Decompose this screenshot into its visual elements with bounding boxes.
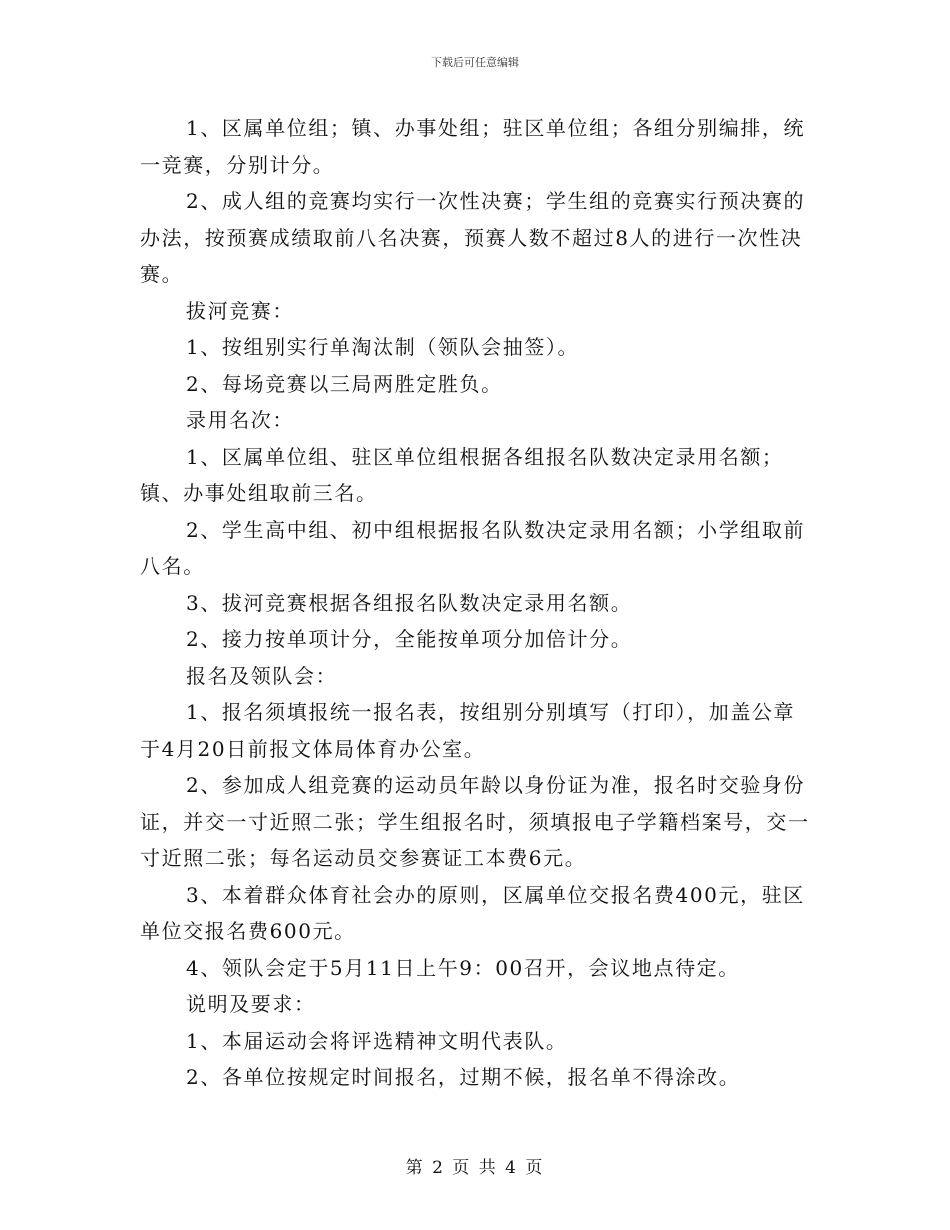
paragraph: 2、参加成人组竞赛的运动员年龄以身份证为准，报名时交验身份证，并交一寸近照二张；学生组报名时，须填报电子学籍档案号，交一寸近照二张；每名运动员交参赛证工本费6元。 (140, 773, 810, 870)
paragraph: 2、学生高中组、初中组根据报名队数决定录用名额；小学组取前八名。 (140, 517, 806, 578)
paragraph: 1、报名须填报统一报名表，按组别分别填写（打印），加盖公章于4月20日前报文体局体育办公室。 (140, 700, 796, 761)
paragraph: 3、本着群众体育社会办的原则，区属单位交报名费400元，驻区单位交报名费600元。 (140, 882, 805, 943)
document-body (140, 110, 810, 1096)
paragraph: 1、按组别实行单淘汰制（领队会抽签）。 (186, 335, 580, 359)
paragraph: 2、每场竞赛以三局两胜定胜负。 (186, 371, 503, 396)
paragraph: 2、接力按单项计分，全能按单项分加倍计分。 (186, 627, 633, 651)
section-heading: 说明及要求： (186, 992, 316, 1016)
section-heading: 拔河竞赛： (186, 298, 294, 323)
paragraph: 2、各单位按规定时间报名，过期不候，报名单不得涂改。 (186, 1065, 741, 1089)
paragraph: 1、本届运动会将评选精神文明代表队。 (186, 1028, 568, 1053)
section-heading: 报名及领队会： (186, 663, 338, 688)
page-number: 第 2 页 共 4 页 (405, 1158, 545, 1178)
section-heading: 录用名次： (186, 408, 294, 432)
paragraph: 1、区属单位组；镇、办事处组；驻区单位组；各组分别编排，统一竞赛，分别计分。 (140, 116, 806, 177)
paragraph: 4、领队会定于5月11日上午9：00召开，会议地点待定。 (186, 955, 740, 980)
header-note: 下载后可任意编辑 (431, 56, 519, 69)
paragraph: 2、成人组的竞赛均实行一次性决赛；学生组的竞赛实行预决赛的办法，按预赛成绩取前八名决赛，预赛人数不超过8人的进行一次性决赛。 (140, 189, 806, 286)
paragraph: 1、区属单位组、驻区单位组根据各组报名队数决定录用名额；镇、办事处组取前三名。 (140, 444, 784, 505)
paragraph: 3、拔河竞赛根据各组报名队数决定录用名额。 (186, 590, 633, 615)
